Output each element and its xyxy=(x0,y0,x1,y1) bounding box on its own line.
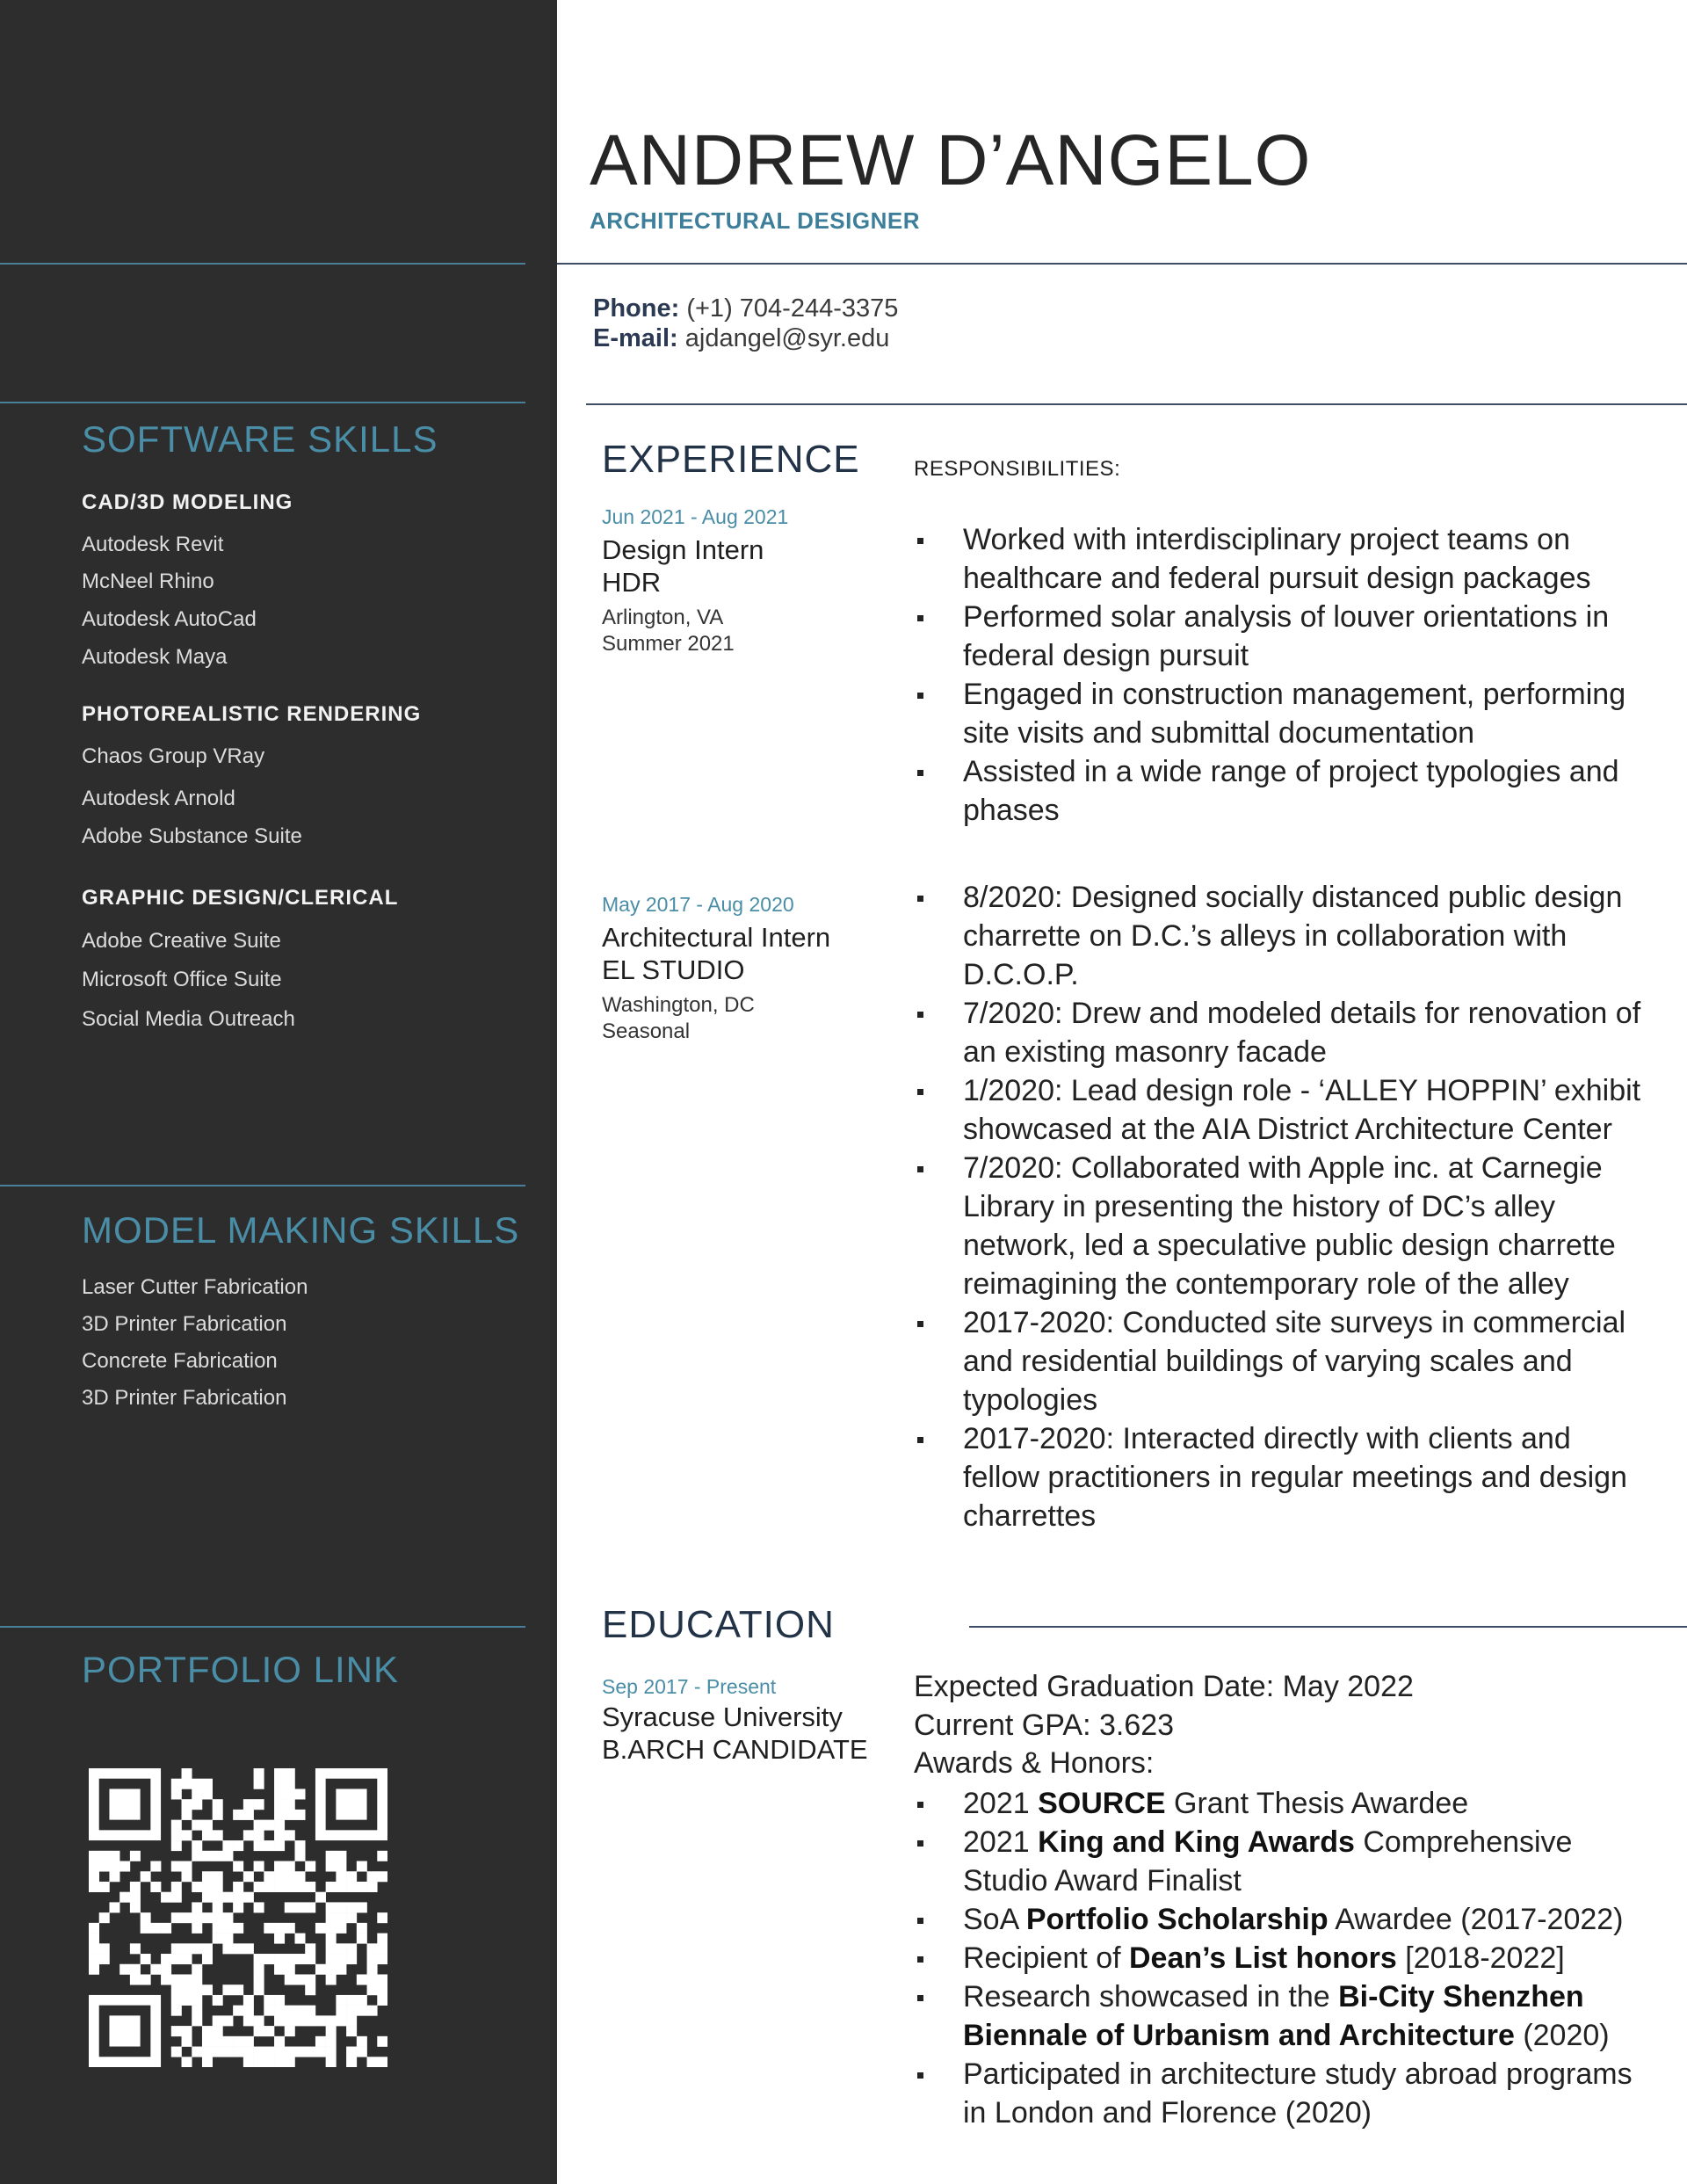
list-item: Engaged in construction management, performing site visits and submittal documentation xyxy=(914,675,1643,752)
portfolio-heading: PORTFOLIO LINK xyxy=(82,1649,399,1690)
skill-item: Adobe Creative Suite xyxy=(82,929,281,953)
job-dates: May 2017 - Aug 2020 xyxy=(602,893,794,916)
skill-item: Autodesk Maya xyxy=(82,645,228,669)
list-item: Recipient of Dean’s List honors [2018-2022] xyxy=(914,1939,1643,1977)
list-item: 7/2020: Collaborated with Apple inc. at Carnegie Library in presenting the history of DC’s alley network, led a speculative public design charrette reimagining the contemporary role of the alley xyxy=(914,1149,1643,1303)
gpa: Current GPA: 3.623 xyxy=(914,1709,1175,1742)
divider xyxy=(0,402,525,403)
awards-list xyxy=(914,1784,1643,2132)
skill-group-title: CAD/3D MODELING xyxy=(82,490,293,514)
job-role: Design Intern xyxy=(602,534,764,565)
skill-item: 3D Printer Fabrication xyxy=(82,1312,287,1336)
skill-item: Chaos Group VRay xyxy=(82,744,265,768)
responsibility-list xyxy=(914,878,1643,1535)
graduation-date: Expected Graduation Date: May 2022 xyxy=(914,1670,1414,1703)
email-line xyxy=(593,324,889,353)
qr-code-icon[interactable] xyxy=(89,1768,387,2067)
skill-item: Adobe Substance Suite xyxy=(82,824,302,848)
list-item: Assisted in a wide range of project typologies and phases xyxy=(914,752,1643,830)
skill-item: Autodesk Arnold xyxy=(82,787,235,810)
list-item: Participated in architecture study abroad programs in London and Florence (2020) xyxy=(914,2055,1643,2132)
email-label: E-mail: xyxy=(593,324,678,352)
phone-line xyxy=(593,294,898,323)
skill-item: 3D Printer Fabrication xyxy=(82,1386,287,1410)
job-dates: Jun 2021 - Aug 2021 xyxy=(602,505,789,528)
list-item: 2017-2020: Conducted site surveys in commercial and residential buildings of varying scales and typologies xyxy=(914,1303,1643,1419)
page-title: ANDREW D’ANGELO xyxy=(590,120,1312,200)
list-item: 2021 SOURCE Grant Thesis Awardee xyxy=(914,1784,1643,1823)
skill-item: McNeel Rhino xyxy=(82,570,214,593)
list-item: 2021 King and King Awards Comprehensive Studio Award Finalist xyxy=(914,1823,1643,1900)
job-term: Seasonal xyxy=(602,1019,691,1043)
divider xyxy=(0,263,525,265)
skill-item: Microsoft Office Suite xyxy=(82,968,282,991)
software-skills-heading: SOFTWARE SKILLS xyxy=(82,418,438,460)
experience-heading: EXPERIENCE xyxy=(602,438,860,481)
list-item: Worked with interdisciplinary project teams on healthcare and federal pursuit design packages xyxy=(914,520,1643,598)
job-term: Summer 2021 xyxy=(602,632,735,656)
responsibility-list xyxy=(914,520,1643,830)
job-location: Arlington, VA xyxy=(602,606,724,629)
education-heading: EDUCATION xyxy=(602,1603,835,1646)
job-company: HDR xyxy=(602,567,662,598)
job-location: Washington, DC xyxy=(602,993,755,1017)
list-item: SoA Portfolio Scholarship Awardee (2017-2022) xyxy=(914,1900,1643,1939)
list-item: 2017-2020: Interacted directly with clients and fellow practitioners in regular meetings and design charrettes xyxy=(914,1419,1643,1535)
list-item: Research showcased in the Bi-City Shenzhen Biennale of Urbanism and Architecture (2020) xyxy=(914,1977,1643,2055)
skill-item: Autodesk AutoCad xyxy=(82,607,257,631)
list-item: 7/2020: Drew and modeled details for renovation of an existing masonry facade xyxy=(914,994,1643,1071)
degree: B.ARCH CANDIDATE xyxy=(602,1734,868,1765)
job-role: Architectural Intern xyxy=(602,922,831,953)
divider xyxy=(0,1185,525,1186)
list-item: Performed solar analysis of louver orientations in federal design pursuit xyxy=(914,598,1643,675)
job-title: ARCHITECTURAL DESIGNER xyxy=(590,207,920,234)
phone-value[interactable]: (+1) 704-244-3375 xyxy=(686,294,899,323)
skill-item: Autodesk Revit xyxy=(82,533,224,556)
list-item: 1/2020: Lead design role - ‘ALLEY HOPPIN’ exhibit showcased at the AIA District Architecture Center xyxy=(914,1071,1643,1149)
responsibilities-label: RESPONSIBILITIES: xyxy=(914,457,1121,481)
skill-group-title: PHOTOREALISTIC RENDERING xyxy=(82,702,422,726)
sidebar xyxy=(0,0,557,2184)
school-name: Syracuse University xyxy=(602,1701,843,1732)
job-company: EL STUDIO xyxy=(602,954,745,985)
education-dates: Sep 2017 - Present xyxy=(602,1675,777,1698)
qr-code-icon[interactable] xyxy=(89,1768,387,2067)
phone-label: Phone: xyxy=(593,294,680,323)
skill-group-title: GRAPHIC DESIGN/CLERICAL xyxy=(82,886,399,910)
awards-label: Awards & Honors: xyxy=(914,1746,1155,1780)
divider xyxy=(969,1626,1687,1628)
skill-item: Social Media Outreach xyxy=(82,1007,295,1031)
divider xyxy=(586,403,1687,405)
divider xyxy=(557,263,1687,265)
skill-item: Concrete Fabrication xyxy=(82,1349,278,1373)
skill-item: Laser Cutter Fabrication xyxy=(82,1275,308,1299)
model-making-heading: MODEL MAKING SKILLS xyxy=(82,1209,520,1251)
email-value[interactable]: ajdangel@syr.edu xyxy=(684,324,890,352)
list-item: 8/2020: Designed socially distanced public design charrette on D.C.’s alleys in collaboration with D.C.O.P. xyxy=(914,878,1643,994)
divider xyxy=(0,1626,525,1628)
